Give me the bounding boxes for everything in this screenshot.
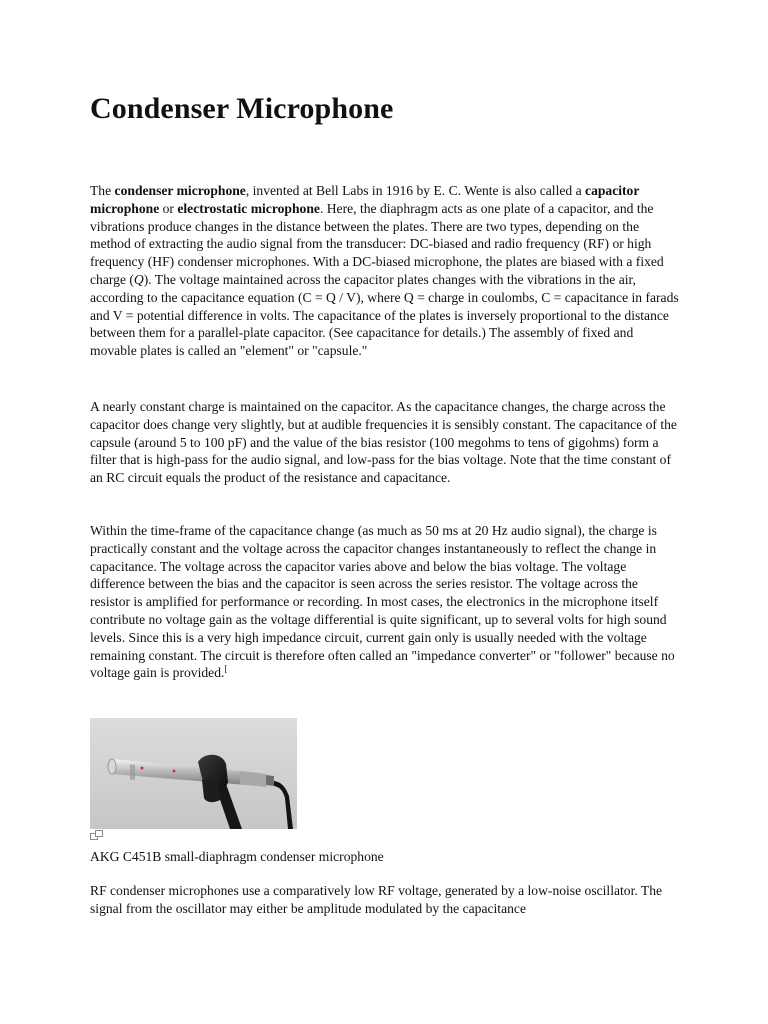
text-run: Within the time-frame of the capacitance change (as much as 50 ms at 20 Hz audio signal), the charge is practically constant and the voltage across the capacitor changes instantaneously to reflect the change in capacitance. The voltage across the capacitor varies above and below the bias voltage. The voltage difference between the bias and the capacitor is seen across the series resistor. The voltage across the resistor is amplified for performance or recording. In most cases, the electronics in the microphone itself contribute no voltage gain as the voltage differential is quite significant, up to several volts for high sound levels. Since this is a very high impedance circuit, current gain only is usually needed with the voltage remaining constant. The circuit is therefore often called an "impedance converter" or "follower" because no voltage gain is provided. [90,523,675,681]
enlarge-icon[interactable] [90,830,104,840]
term-electrostatic-microphone: electrostatic microphone [177,200,320,216]
term-condenser-microphone: condenser microphone [114,183,246,198]
text-run: . Here, the diaphragm acts as one plate of a capacitor, and the vibrations produce changes in the distance between the plates. There are two types, depending on the method of extracting the audio signal from the transducer: DC-biased and radio frequency (RF) or high frequency (HF) condenser microphones. With a DC-biased microphone, the plates are biased with a fixed charge ( [90,200,664,287]
text-run: or [159,200,178,216]
paragraph-constant-charge: A nearly constant charge is maintained on the capacitor. As the capacitance changes, the charge across the capacitor does change very slightly, but at audible frequencies it is sensibly constant. The capacitance of the capsule (around 5 to 100 pF) and the value of the bias resistor (100 megohms to tens of gigohms) form a filter that is high-pass for the audio signal, and low-pass for the bias voltage. Note that the time constant of an RC circuit equals the product of the resistance and capacitance. [90,399,677,486]
figure-caption: AKG C451B small-diaphragm condenser microphone [90,849,384,864]
text-run: , invented at Bell Labs in 1916 by E. C. Wente is also called a [245,183,586,198]
text-run: ). The voltage maintained across the capacitor plates changes with the vibrations in the air, according to the capacitance equation (C = Q / V), where Q = charge in coulombs, C = capacitance in farads and V = potential difference in volts. The capacitance of the plates is inversely proportional to the distance between them for a parallel-plate capacitor. (See capacitance for details.) The assembly of fixed and movable plates is called an "element" or "capsule." [90,271,679,359]
paragraph-time-frame [90,522,680,682]
reference-marker[interactable]: [ [224,663,228,674]
text-run: The [90,183,115,198]
paragraph-rf-condenser: RF condenser microphones use a comparatively low RF voltage, generated by a low-noise oscillator. The signal from the oscillator may either be amplitude modulated by the capacitance [90,883,663,916]
term-capacitor-microphone: capacitor microphone [90,183,640,216]
microphone-photo[interactable] [90,718,297,829]
paragraph-intro [90,182,680,360]
microphone-illustration [90,718,297,829]
page-title: Condenser Microphone [90,92,394,125]
charge-symbol: Q [133,271,144,287]
